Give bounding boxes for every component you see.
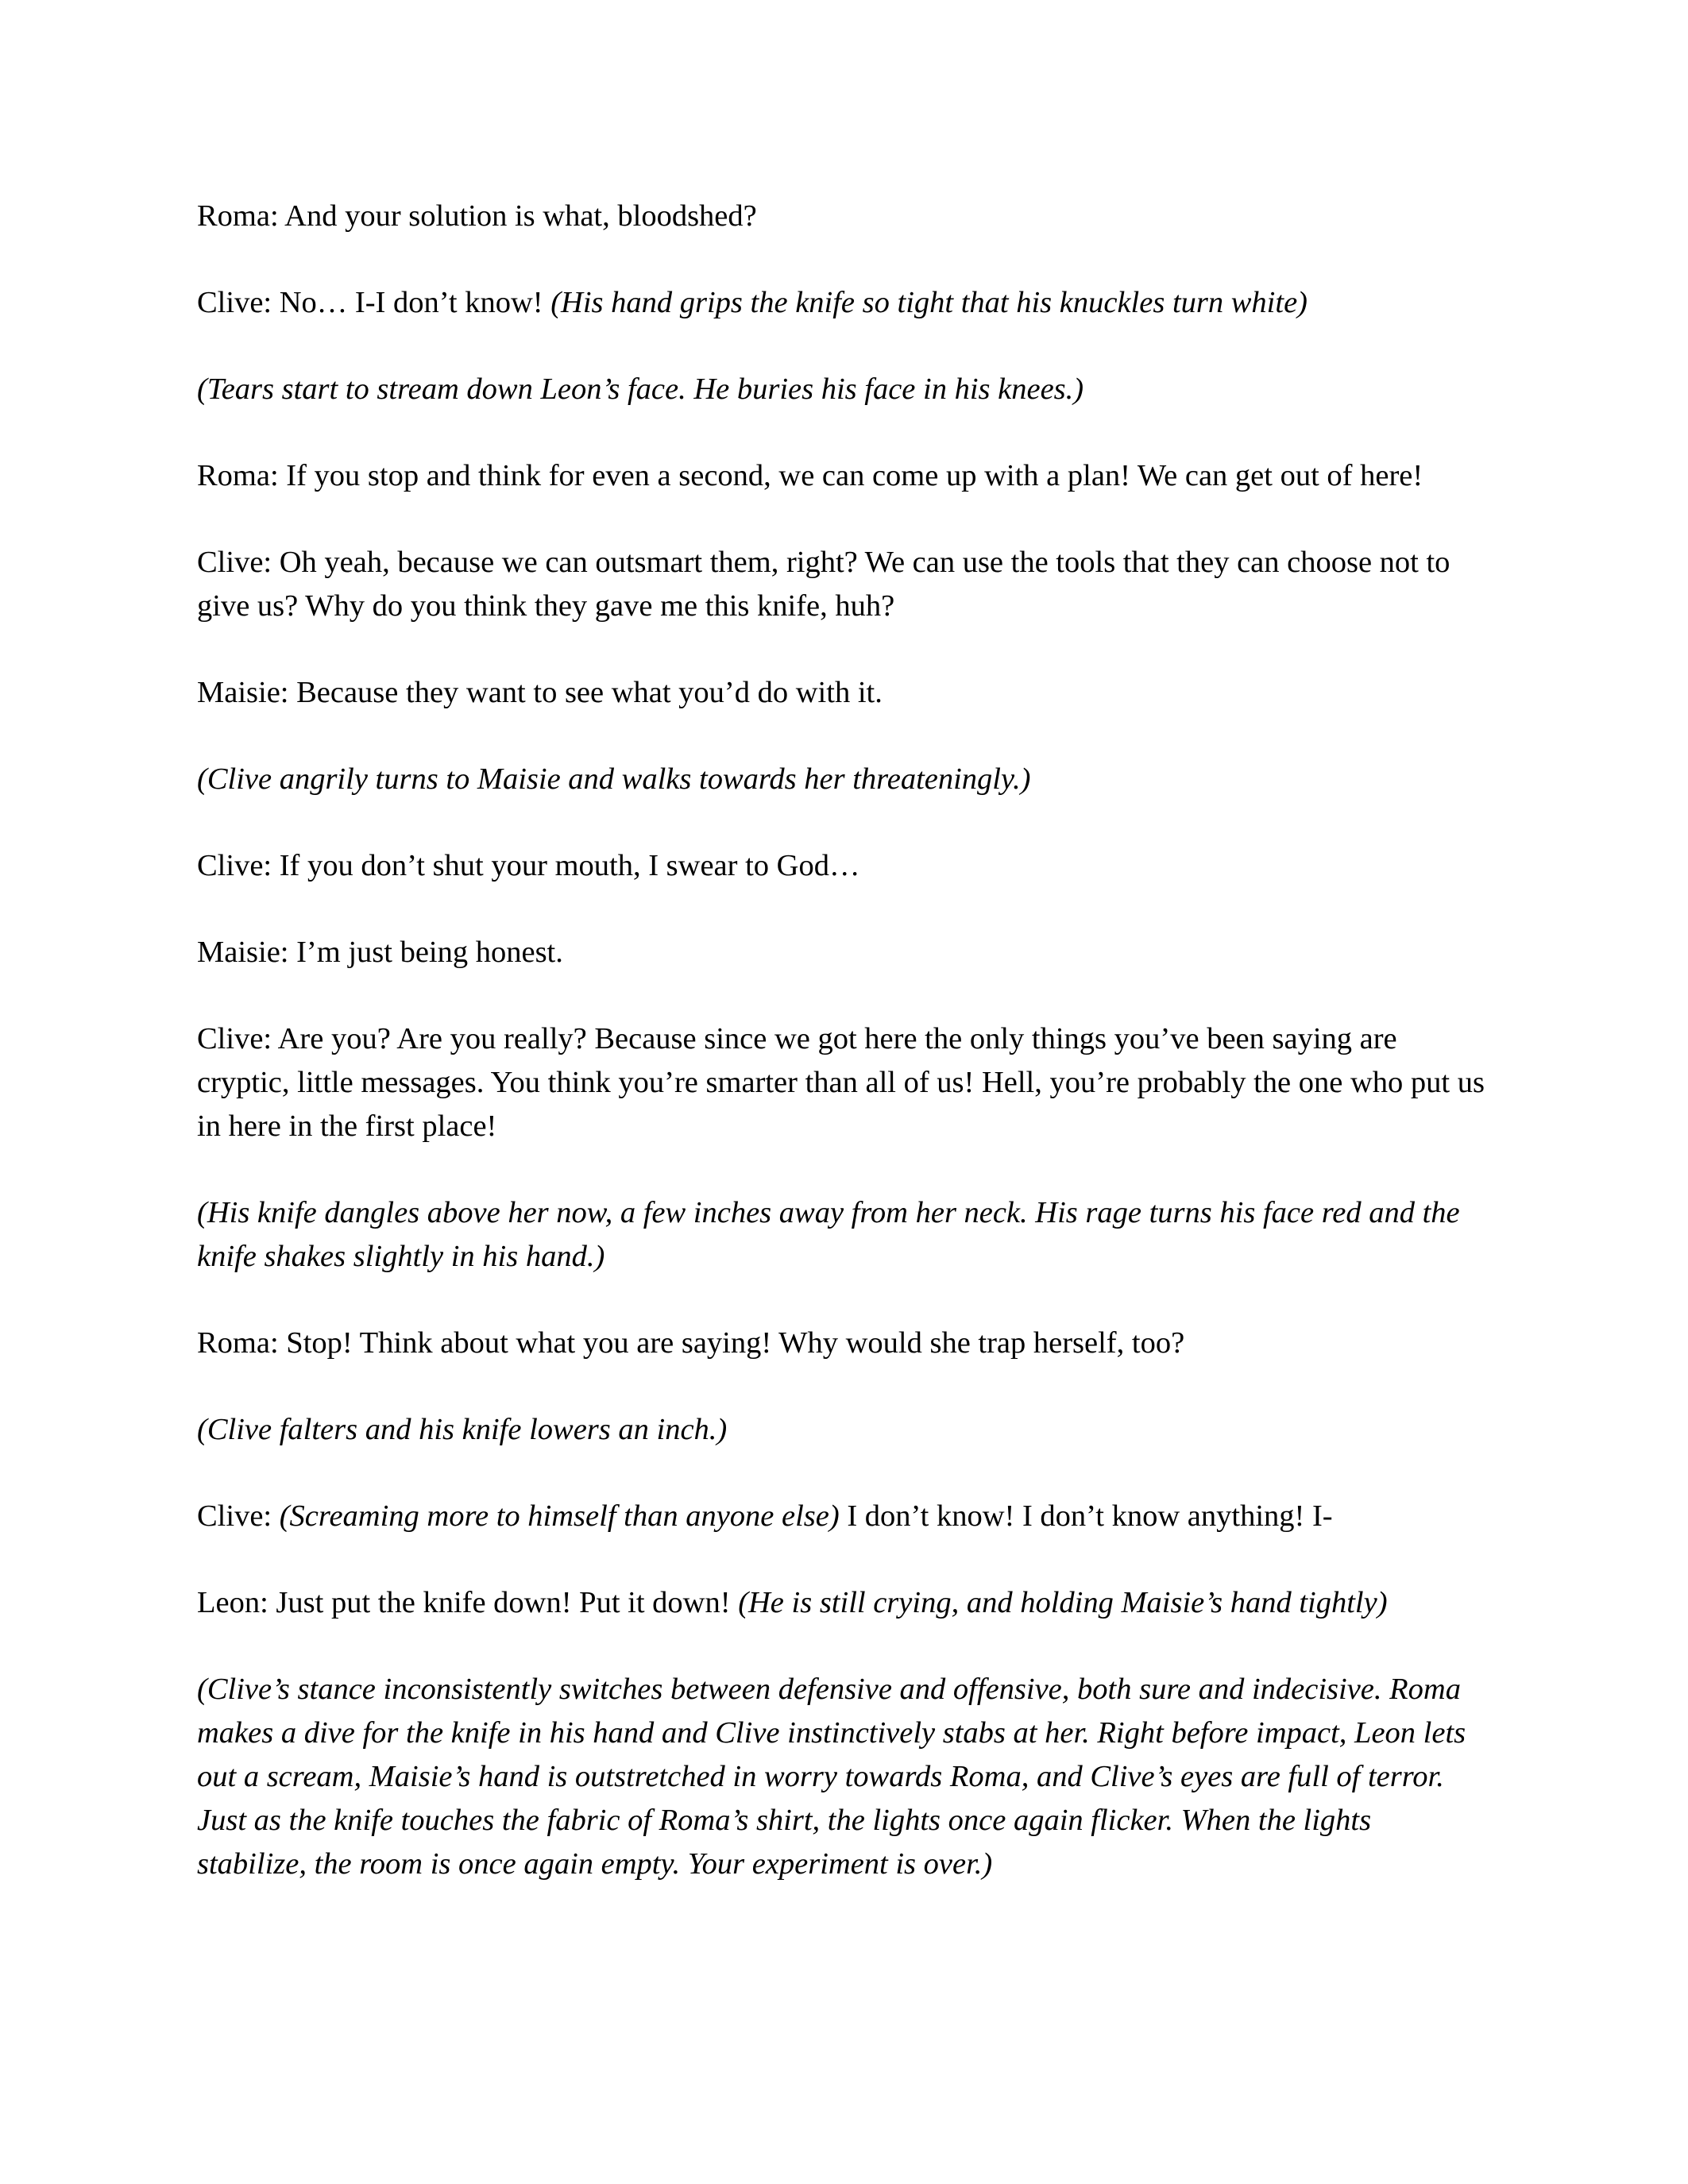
dialogue-text: Maisie: Because they want to see what you’d do with it. — [197, 676, 883, 709]
dialogue-text: Clive: Are you? Are you really? Because since we got here the only things you’ve been saying are cryptic, little messages. You think you’re smarter than all of us! Hell, you’re probably the one who put us in here in the first place! — [197, 1022, 1485, 1143]
stage-direction: (Tears start to stream down Leon’s face. He buries his face in his knees.) — [197, 372, 1084, 406]
dialogue-text: Clive: — [197, 1499, 280, 1533]
script-paragraph — [197, 368, 1488, 411]
script-paragraph — [197, 671, 1488, 715]
dialogue-text: Leon: Just put the knife down! Put it down! — [197, 1586, 739, 1619]
script-page — [197, 195, 1488, 1929]
stage-direction: (His hand grips the knife so tight that his knuckles turn white) — [550, 286, 1308, 319]
stage-direction: (His knife dangles above her now, a few inches away from her neck. His rage turns his face red and the knife shakes slightly in his hand.) — [197, 1196, 1460, 1273]
dialogue-text: Clive: No… I-I don’t know! — [197, 286, 551, 319]
stage-direction: (Clive falters and his knife lowers an inch.) — [197, 1413, 728, 1446]
script-paragraph — [197, 1017, 1488, 1148]
script-paragraph — [197, 931, 1488, 974]
dialogue-text: Roma: And your solution is what, bloodshed? — [197, 199, 757, 233]
stage-direction: (Screaming more to himself than anyone else) — [279, 1499, 840, 1533]
script-paragraph — [197, 281, 1488, 325]
stage-direction: (Clive’s stance inconsistently switches between defensive and offensive, both sure and indecisive. Roma makes a dive for the knife in his hand and Clive instinctively stabs at her. Right before impact, Leon lets out a scream, Maisie’s hand is outstretched in worry towards Roma, and Clive’s eyes are full of terror. Just as the knife touches the fabric of Roma’s shirt, the lights once again flicker. When the lights stabilize, the room is once again empty. Your experiment is over.) — [197, 1673, 1466, 1881]
dialogue-text: Roma: Stop! Think about what you are saying! Why would she trap herself, too? — [197, 1326, 1185, 1360]
script-paragraph — [197, 1191, 1488, 1279]
dialogue-text: Clive: Oh yeah, because we can outsmart them, right? We can use the tools that they can choose not to give us? Why do you think they gave me this knife, huh? — [197, 546, 1450, 623]
script-paragraph — [197, 1495, 1488, 1538]
script-paragraph — [197, 1668, 1488, 1886]
script-paragraph — [197, 1322, 1488, 1365]
script-paragraph — [197, 1408, 1488, 1452]
dialogue-text: Clive: If you don’t shut your mouth, I swear to God… — [197, 849, 860, 882]
script-paragraph — [197, 1581, 1488, 1625]
dialogue-text: I don’t know! I don’t know anything! I- — [839, 1499, 1333, 1533]
script-paragraph — [197, 541, 1488, 628]
script-paragraph — [197, 844, 1488, 888]
script-paragraph — [197, 758, 1488, 801]
script-paragraph — [197, 195, 1488, 238]
script-paragraph — [197, 454, 1488, 498]
stage-direction: (He is still crying, and holding Maisie’s hand tightly) — [738, 1586, 1388, 1619]
dialogue-text: Roma: If you stop and think for even a second, we can come up with a plan! We can get out of here! — [197, 459, 1423, 492]
dialogue-text: Maisie: I’m just being honest. — [197, 936, 563, 969]
stage-direction: (Clive angrily turns to Maisie and walks towards her threateningly.) — [197, 762, 1031, 796]
